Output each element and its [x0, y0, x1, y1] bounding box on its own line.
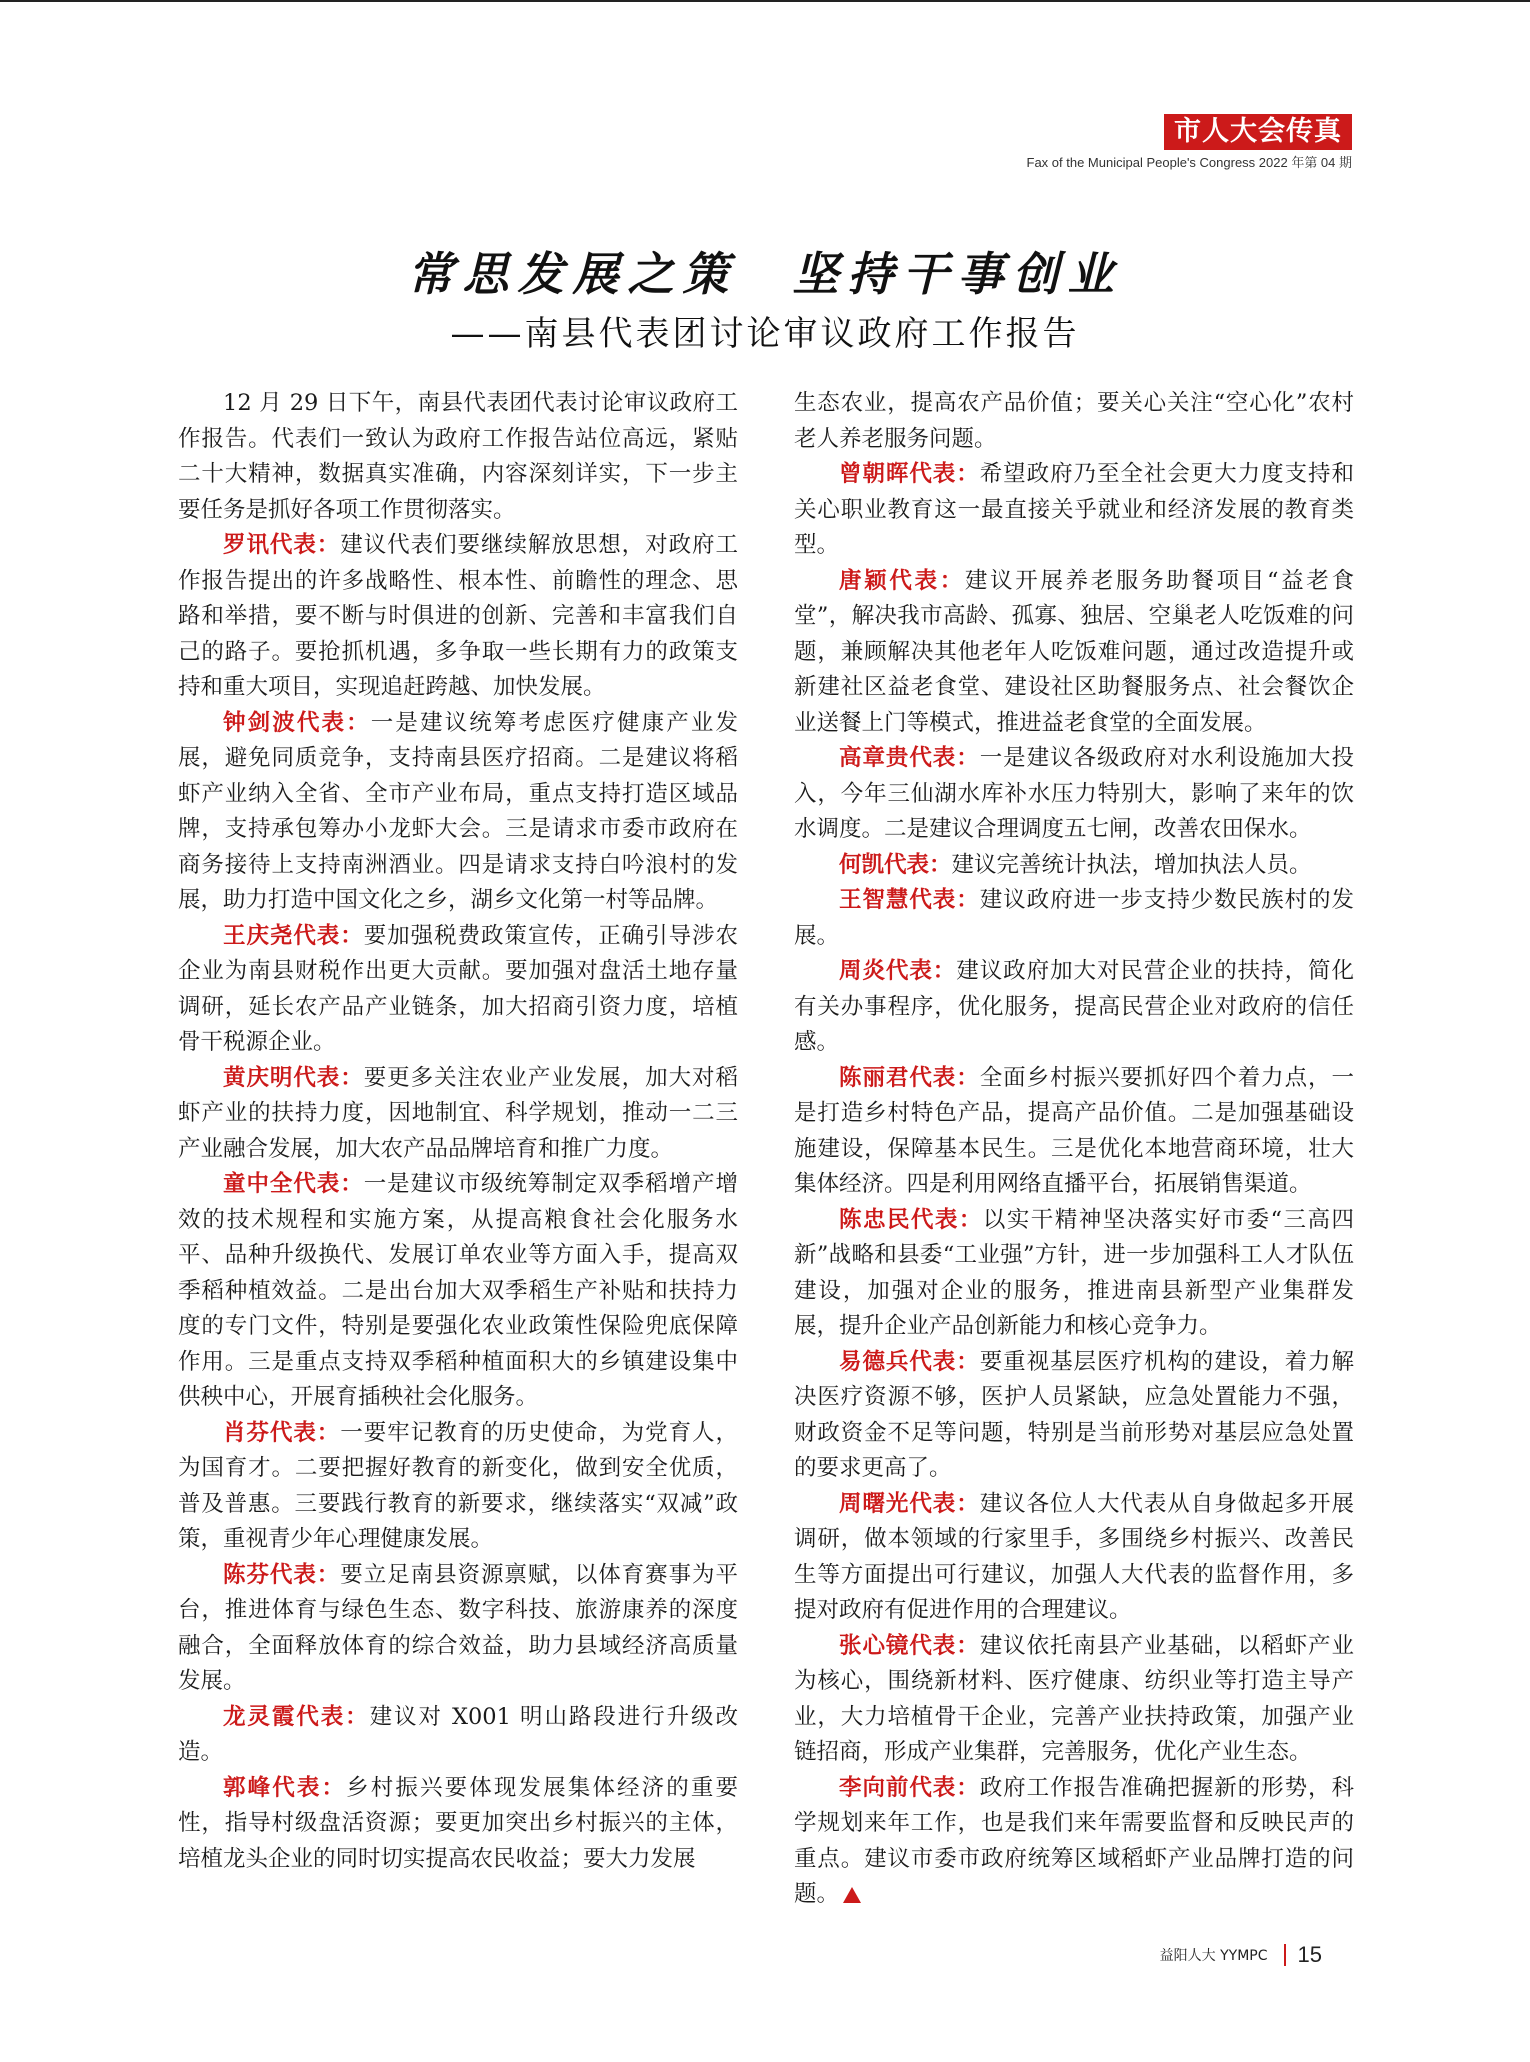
paragraph-text: 全面乡村振兴要抓好四个着力点，一是打造乡村特色产品，提高产品价值。二是加强基础设施建设，保障基本民生。三是优化本地营商环境，壮大集体经济。四是利用网络直播平台，拓展销售渠道。 [794, 1064, 1354, 1197]
paragraph-text: 建议政府加大对民营企业的扶持，简化有关办事程序，优化服务，提高民营企业对政府的信任感。 [794, 958, 1354, 1055]
paragraph-text: 要加强税费政策宣传，正确引导涉农企业为南县财税作出更大贡献。要加强对盘活土地存量调研，延长农产品产业链条，加大招商引资力度，培植骨干税源企业。 [178, 922, 738, 1055]
paragraph-text: 一是建议市级统筹制定双季稻增产增效的技术规程和实施方案，从提高粮食社会化服务水平、品种升级换代、发展订单农业等方面入手，提高双季稻种植效益。二是出台加大双季稻生产补贴和扶持力度的专门文件，特别是要强化农业政策性保险兜底保障作用。三是重点支持双季稻种植面积大的乡镇建设集中供秧中心，开展育插秧社会化服务。 [178, 1171, 738, 1410]
article-subtitle: ——南县代表团讨论审议政府工作报告 [450, 314, 1080, 354]
paragraph [178, 706, 738, 919]
issue-line: Fax of the Municipal People's Congress 2022 年第 04 期 [1026, 155, 1352, 170]
paragraph-text: 一是建议各级政府对水利设施加大投入，今年三仙湖水库补水压力特别大，影响了来年的饮水调度。二是建议合理调度五七闸，改善农田保水。 [794, 745, 1354, 842]
paragraph-text: 希望政府乃至全社会更大力度支持和关心职业教育这一最直接关乎就业和经济发展的教育类型。 [794, 461, 1354, 558]
paragraph-text: 建议代表们要继续解放思想，对政府工作报告提出的许多战略性、根本性、前瞻性的理念、思路和举措，要不断与时俱进的创新、完善和丰富我们自己的路子。要抢抓机遇，多争取一些长期有力的政策支持和重大项目，实现追赶跨越、加快发展。 [178, 532, 738, 700]
speaker-name: 童中全代表： [223, 1171, 364, 1197]
paragraph-text: 政府工作报告准确把握新的形势，科学规划来年工作，也是我们来年需要监督和反映民声的重点。建议市委市政府统筹区域稻虾产业品牌打造的问题。 [794, 1774, 1354, 1907]
paragraph [178, 919, 738, 1061]
paragraph [178, 1416, 738, 1558]
speaker-name: 陈忠民代表： [839, 1206, 983, 1233]
paragraph [794, 954, 1354, 1061]
speaker-name: 龙灵霞代表： [223, 1703, 370, 1730]
speaker-name: 高章贵代表： [839, 745, 980, 771]
paragraph [794, 1629, 1354, 1771]
paragraph [794, 848, 1354, 884]
speaker-name: 黄庆明代表： [223, 1064, 364, 1091]
speaker-name: 张心镜代表： [839, 1632, 980, 1659]
speaker-name: 周曙光代表： [839, 1490, 980, 1517]
paragraph [178, 1771, 738, 1878]
paragraph [794, 1345, 1354, 1487]
paragraph-text: 一是建议统筹考虑医疗健康产业发展，避免同质竞争，支持南县医疗招商。二是建议将稻虾产业纳入全省、全市产业布局，重点支持打造区域品牌，支持承包筹办小龙虾大会。三是请求市委市政府在商务接待上支持南洲酒业。四是请求支持白吟浪村的发展，助力打造中国文化之乡，湖乡文化第一村等品牌。 [178, 709, 738, 913]
page-number: 15 [1297, 1942, 1322, 1967]
footer-divider [1284, 1944, 1286, 1966]
right-column [794, 386, 1354, 1913]
paragraph-text: 建议政府进一步支持少数民族村的发展。 [794, 887, 1354, 949]
paragraph [178, 1167, 738, 1416]
speaker-name: 郭峰代表： [223, 1774, 347, 1801]
section-badge: 市人大会传真 [1164, 114, 1352, 150]
left-column [178, 386, 738, 1877]
speaker-name: 王智慧代表： [839, 887, 980, 913]
paragraph [794, 1061, 1354, 1203]
paragraph [794, 883, 1354, 954]
paragraph [178, 1700, 738, 1771]
speaker-name: 唐颖代表： [839, 567, 965, 594]
paragraph-text: 要立足南县资源禀赋，以体育赛事为平台，推进体育与绿色生态、数字科技、旅游康养的深度融合，全面释放体育的综合效益，助力县域经济高质量发展。 [178, 1561, 738, 1694]
intro-paragraph: 12 月 29 日下午，南县代表团代表讨论审议政府工作报告。代表们一致认为政府工作报告站位高远，紧贴二十大精神，数据真实准确，内容深刻详实，下一步主要任务是抓好各项工作贯彻落实。 [178, 390, 738, 523]
paragraph [178, 1061, 738, 1168]
speaker-name: 陈丽君代表： [839, 1064, 980, 1091]
publication-name: 益阳人大 YYMPC [1159, 1948, 1268, 1964]
paragraph [794, 564, 1354, 742]
paragraph-text: 建议各位人大代表从自身做起多开展调研，做本领域的行家里手，多围绕乡村振兴、改善民生等方面提出可行建议，加强人大代表的监督作用，多提对政府有促进作用的合理建议。 [794, 1490, 1354, 1623]
paragraph-text: 建议完善统计执法，增加执法人员。 [951, 851, 1312, 878]
paragraph-text: 要重视基层医疗机构的建设，着力解决医疗资源不够，医护人员紧缺，应急处置能力不强，财政资金不足等问题，特别是当前形势对基层应急处置的要求更高了。 [794, 1348, 1354, 1481]
speaker-name: 何凯代表： [839, 851, 952, 878]
paragraph [178, 1558, 738, 1700]
paragraph-text: 一要牢记教育的历史使命，为党育人，为国育才。二要把握好教育的新变化，做到安全优质，普及普惠。三要践行教育的新要求，继续落实“双减”政策，重视青少年心理健康发展。 [178, 1419, 738, 1552]
speaker-name: 陈芬代表： [223, 1561, 341, 1588]
paragraph [794, 457, 1354, 564]
paragraph [794, 1203, 1354, 1345]
speaker-name: 王庆尧代表： [223, 922, 364, 949]
paragraph-text: 以实干精神坚决落实好市委“三高四新”战略和县委“工业强”方针，进一步加强科工人才队伍建设，加强对企业的服务，推进南县新型产业集群发展，提升企业产品创新能力和核心竞争力。 [794, 1206, 1354, 1339]
speaker-name: 李向前代表： [839, 1774, 980, 1801]
top-rule [0, 0, 1530, 2]
speaker-name: 周炎代表： [839, 958, 957, 984]
page-footer [1160, 1942, 1322, 1968]
paragraph [794, 1771, 1354, 1913]
paragraph-text: 建议依托南县产业基础，以稻虾产业为核心，围绕新材料、医疗健康、纺织业等打造主导产业，大力培植骨干企业，完善产业扶持政策，加强产业链招商，形成产业集群，完善服务，优化产业生态。 [794, 1632, 1354, 1765]
article-title: 常思发展之策 坚持干事创业 [407, 247, 1123, 301]
paragraph-text: 要更多关注农业产业发展，加大对稻虾产业的扶持力度，因地制宜、科学规划，推动一二三产业融合发展，加大农产品品牌培育和推广力度。 [178, 1064, 738, 1162]
speaker-name: 易德兵代表： [839, 1348, 980, 1375]
paragraph-text: 乡村振兴要体现发展集体经济的重要性，指导村级盘活资源；要更加突出乡村振兴的主体，培植龙头企业的同时切实提高农民收益；要大力发展 [178, 1774, 738, 1872]
speaker-name: 曾朝晖代表： [839, 461, 980, 487]
paragraph [794, 1487, 1354, 1629]
end-mark-icon [843, 1887, 861, 1903]
paragraph-text: 建议开展养老服务助餐项目“益老食堂”，解决我市高龄、孤寡、独居、空巢老人吃饭难的问题，兼顾解决其他老年人吃饭难问题，通过改造提升或新建社区益老食堂、建设社区助餐服务点、社会餐饮企业送餐上门等模式，推进益老食堂的全面发展。 [794, 567, 1354, 736]
speaker-name: 肖芬代表： [223, 1419, 341, 1446]
paragraph [794, 741, 1354, 848]
paragraph-text: 建议对 X001 明山路段进行升级改造。 [178, 1703, 738, 1765]
paragraph [178, 528, 738, 706]
speaker-name: 罗讯代表： [223, 532, 341, 558]
speaker-name: 钟剑波代表： [223, 709, 371, 736]
continued-paragraph: 生态农业，提高农产品价值；要关心关注“空心化”农村老人养老服务问题。 [794, 390, 1354, 452]
